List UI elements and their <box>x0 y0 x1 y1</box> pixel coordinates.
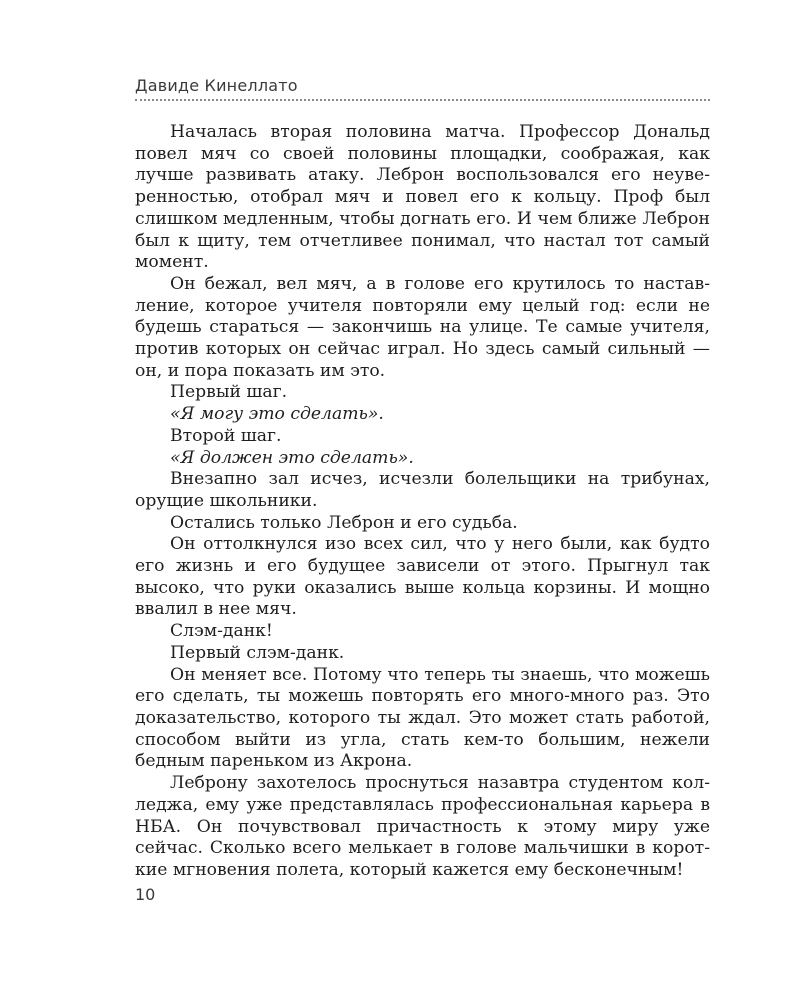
paragraph: Остались только Леброн и его судьба. <box>170 512 518 533</box>
paragraph: Второй шаг. <box>170 425 282 446</box>
paragraph: Первый слэм-данк. <box>170 642 345 663</box>
paragraph-italic-thought: «Я могу это сделать». <box>170 404 384 425</box>
header-dotted-rule <box>135 99 710 101</box>
paragraph: Он оттолкнулся изо всех сил, что у него были, как будто его жизнь и его будущее зависели от этого. Прыгнул так высоко, что руки оказались выше кольца корзины. И мощно ввалил в нее мяч. <box>135 534 710 620</box>
paragraph: Он меняет все. Потому что теперь ты знаешь, что можешь его сделать, ты можешь повторять его много-много раз. Это доказательство, которого ты ждал. Это может стать работой, способом выйти из угла, стать кем-то большим, нежели бедным пареньком из Акрона. <box>135 664 710 772</box>
page-number: 10 <box>135 885 156 904</box>
paragraph: Внезапно зал исчез, исчезли болельщики на трибунах, орущие школьники. <box>135 469 710 511</box>
paragraph: Первый шаг. <box>170 382 288 403</box>
running-head-author: Давиде Кинеллато <box>135 76 298 95</box>
body-text <box>135 122 710 882</box>
paragraph: Он бежал, вел мяч, а в голове его крутилось то наставление, которое учителя повторяли ему целый год: если не будешь стараться — закончишь на улице. Те самые учителя, против которых он сейчас играл. Но здесь самый сильный — он, и пора показать им это. <box>135 273 710 381</box>
paragraph: Началась вторая половина матча. Профессор Дональд повел мяч со своей половины площадки, соображая, как лучше развивать атаку. Леброн воспользовался его неуверенностью, отобрал мяч и повел его к кольцу. Проф был слишком медленным, чтобы догнать его. И чем ближе Леброн был к щиту, тем отчетливее понимал, что настал тот самый момент. <box>135 122 710 273</box>
paragraph-italic-thought: «Я должен это сделать». <box>170 447 414 468</box>
paragraph: Слэм-данк! <box>170 621 273 642</box>
paragraph: Леброну захотелось проснуться назавтра студентом колледжа, ему уже представлялась профессиональная карьера в НБА. Он почувствовал причастность к этому миру уже сейчас. Сколько всего мелькает в голове мальчишки в короткие мгновения полета, который кажется ему бесконечным! <box>135 773 710 880</box>
